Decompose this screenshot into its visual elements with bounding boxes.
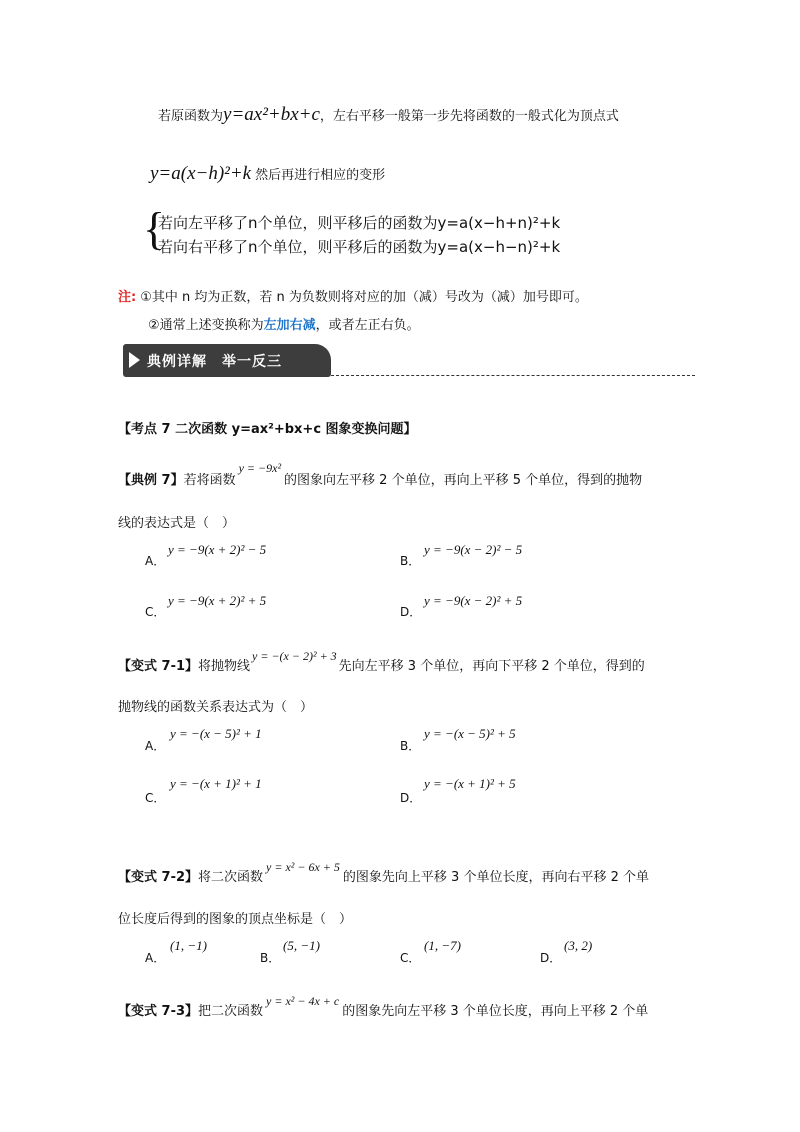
case-brace: { xyxy=(143,203,166,254)
option-c[interactable]: C． xyxy=(145,605,166,619)
option-d[interactable]: D． xyxy=(540,951,562,965)
note-label: 注: xyxy=(118,290,137,305)
option-a-expr: y = −(x − 5)² + 1 xyxy=(170,726,262,741)
option-d[interactable]: D． xyxy=(400,605,422,619)
option-a-expr: y = −9(x + 2)² − 5 xyxy=(168,542,267,557)
variant-7-2-question-line-2: 位长度后得到的图象的顶点坐标是（ ） xyxy=(118,912,353,927)
variant-7-2-question: 【变式 7-2】将二次函数y = x² − 6x + 5的图象先向上平移 3 个单位长度，再向右平移 2 个单 xyxy=(118,860,649,885)
option-c-expr: (1, −7) xyxy=(424,938,461,953)
option-b[interactable]: B． xyxy=(400,554,421,568)
option-d-expr: y = −9(x − 2)² + 5 xyxy=(424,593,523,608)
option-d-expr: y = −(x + 1)² + 5 xyxy=(424,776,516,791)
variant-7-3-question: 【变式 7-3】把二次函数y = x² − 4x + c的图象先向左平移 3 个单位长度，再向上平移 2 个单 xyxy=(118,994,649,1019)
vertex-form-formula: y=a(x−h)²+k xyxy=(150,163,252,184)
option-b[interactable]: B． xyxy=(260,951,281,965)
variant-7-1-question-line-2: 抛物线的函数关系表达式为（ ） xyxy=(118,700,314,715)
option-b-expr: y = −(x − 5)² + 5 xyxy=(424,726,516,741)
note-line-1: 注: ①其中 n 均为正数，若 n 为负数则将对应的加（减）号改为（减）加号即可。 xyxy=(118,290,588,305)
banner-title: 典例详解 举一反三 xyxy=(147,354,282,370)
option-a[interactable]: A． xyxy=(145,554,166,568)
section-banner xyxy=(123,344,331,377)
intro-line-1: 若原函数为y=ax²+bx+c，左右平移一般第一步先将函数的一般式化为顶点式 xyxy=(158,104,619,125)
play-arrow-icon xyxy=(129,352,140,368)
note-highlight: 左加右减 xyxy=(263,318,316,333)
question-formula: y = −9x² xyxy=(238,461,282,475)
option-b[interactable]: B． xyxy=(400,739,421,753)
example-7-question: 【典例 7】若将函数y = −9x²的图象向左平移 2 个单位，再向上平移 5 个单位，得到的抛物 xyxy=(118,461,643,488)
question-label: 【变式 7-3】 xyxy=(118,1004,199,1019)
case-left-shift: 若向左平移了n个单位，则平移后的函数为y=a(x−h+n)²+k xyxy=(158,214,561,232)
option-a[interactable]: A． xyxy=(145,951,166,965)
option-c[interactable]: C． xyxy=(145,791,166,805)
section-title: 【考点 7 二次函数 y=ax²+bx+c 图象变换问题】 xyxy=(118,422,417,437)
question-formula: y = −(x − 2)² + 3 xyxy=(252,649,337,663)
question-formula: y = x² − 4x + c xyxy=(266,994,340,1008)
option-c-expr: y = −9(x + 2)² + 5 xyxy=(168,593,267,608)
option-c[interactable]: C． xyxy=(400,951,421,965)
intro-line-2: y=a(x−h)²+k 然后再进行相应的变形 xyxy=(150,163,386,184)
option-d[interactable]: D． xyxy=(400,791,422,805)
option-d-expr: (3, 2) xyxy=(564,938,593,953)
option-b-expr: (5, −1) xyxy=(283,938,320,953)
variant-7-1-question: 【变式 7-1】将抛物线y = −(x − 2)² + 3先向左平移 3 个单位，再向下平移 2 个单位，得到的 xyxy=(118,649,645,674)
question-label: 【变式 7-1】 xyxy=(118,659,199,674)
example-7-question-line-2: 线的表达式是（ ） xyxy=(118,516,236,531)
note-line-2: ②通常上述变换称为左加右减，或者左正右负。 xyxy=(148,318,420,333)
option-b-expr: y = −9(x − 2)² − 5 xyxy=(424,542,523,557)
banner-divider xyxy=(331,375,695,376)
option-c-expr: y = −(x + 1)² + 1 xyxy=(170,776,262,791)
case-right-shift: 若向右平移了n个单位，则平移后的函数为y=a(x−h−n)²+k xyxy=(158,238,561,256)
question-label: 【变式 7-2】 xyxy=(118,870,199,885)
question-label: 【典例 7】 xyxy=(118,473,184,488)
question-formula: y = x² − 6x + 5 xyxy=(266,860,340,874)
option-a-expr: (1, −1) xyxy=(170,938,207,953)
option-a[interactable]: A． xyxy=(145,739,166,753)
general-form-formula: y=ax²+bx+c xyxy=(223,104,320,125)
